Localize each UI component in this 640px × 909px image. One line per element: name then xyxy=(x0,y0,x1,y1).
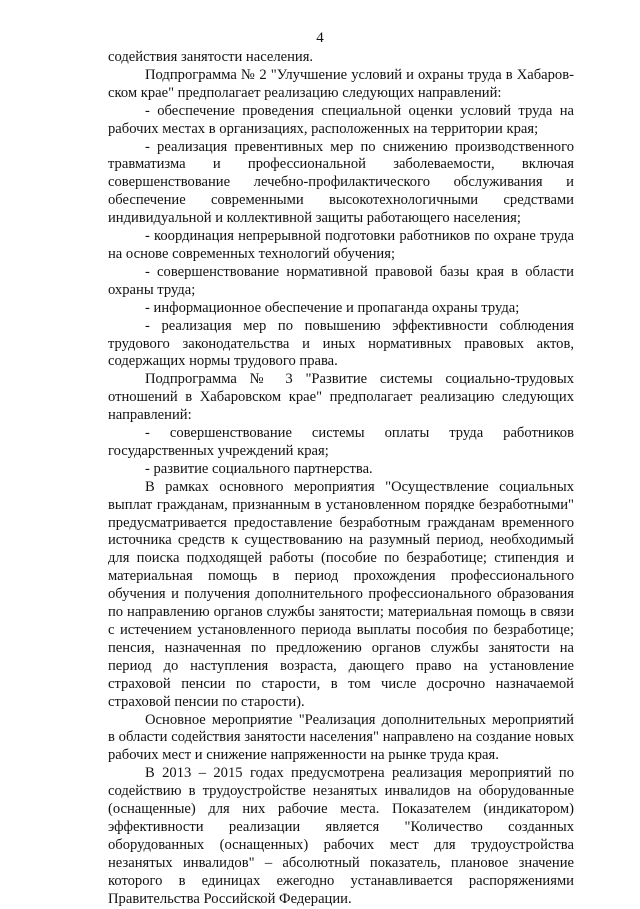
list-item: - совершенствование системы оплаты труда работников государственных учреждений края; xyxy=(108,425,574,459)
list-item: - информационное обеспечение и пропаганда охраны труда; xyxy=(145,299,520,316)
paragraph: Подпрограмма № 3 "Развитие системы социально-трудовых отношений в Хабаровском крае" предполагает реализацию следующих направлений: xyxy=(108,371,574,424)
list-item: - реализация превентивных мер по снижению производственного травматизма и профессиональной заболеваемости, включая совершенствование лечебно-профилактического обслуживания и обеспечение современными высокотехнологичными средствами индивидуальной и коллективной защиты работающего населения; xyxy=(108,138,574,227)
paragraph: содействия занятости населения. xyxy=(108,49,314,65)
list-item: - совершенствование нормативной правовой базы края в области охраны труда; xyxy=(108,263,574,298)
list-item: - обеспечение проведения специальной оценки условий труда на рабочих местах в организациях, расположенных на территории края; xyxy=(108,102,574,137)
paragraph: Подпрограмма № 2 "Улучшение условий и охраны труда в Хабаровском крае" предполагает реализацию следующих направлений: xyxy=(108,66,574,101)
document-body xyxy=(108,49,574,909)
list-item: - реализация мер по повышению эффективности соблюдения трудового законодательства и иных нормативных правовых актов, содержащих нормы трудового права. xyxy=(108,317,574,370)
list-item: - развитие социального партнерства. xyxy=(145,460,373,477)
page-number: 4 xyxy=(316,30,324,46)
paragraph: В 2013 – 2015 годах предусмотрена реализация мероприятий по содействию в трудоустройстве незанятых инвалидов на оборудованные (оснащенные) для них рабочие места. Показателем (индикатором) эффективности реализации является "Количество созданных оборудованных (оснащенных) рабочих мест для трудоустройства незанятых инвалидов" – абсолютный показатель, плановое значение которого в единицах ежегодно устанавливается распоряжениями Правительства Российской Федерации. xyxy=(108,765,574,907)
paragraph: Основное мероприятие "Реализация дополнительных мероприятий в области содействия занятости населения" направлено на создание новых рабочих мест и снижение напряженности на рынке труда края. xyxy=(108,711,574,764)
paragraph: В рамках основного мероприятия "Осуществление социальных выплат гражданам, признанным в установленном порядке безработными" предусматривается предоставление безработным гражданам временного источника средств к существованию на разумный период, необходимый для поиска подходящей работы (пособие по безработице; стипендия и материальная помощь в период прохождения профессионального обучения и получения дополнительного профессионального образования по направлению органов службы занятости; материальная помощь в связи с истечением установленного периода выплаты пособия по безработице; пенсия, назначенная по предложению органов службы занятости на период до наступления возраста, дающего право на установление страховой пенсии по старости, в том числе досрочно назначаемой страховой пенсии по старости). xyxy=(108,478,574,710)
list-item: - координация непрерывной подготовки работников по охране труда на основе современных технологий обучения; xyxy=(108,228,574,262)
